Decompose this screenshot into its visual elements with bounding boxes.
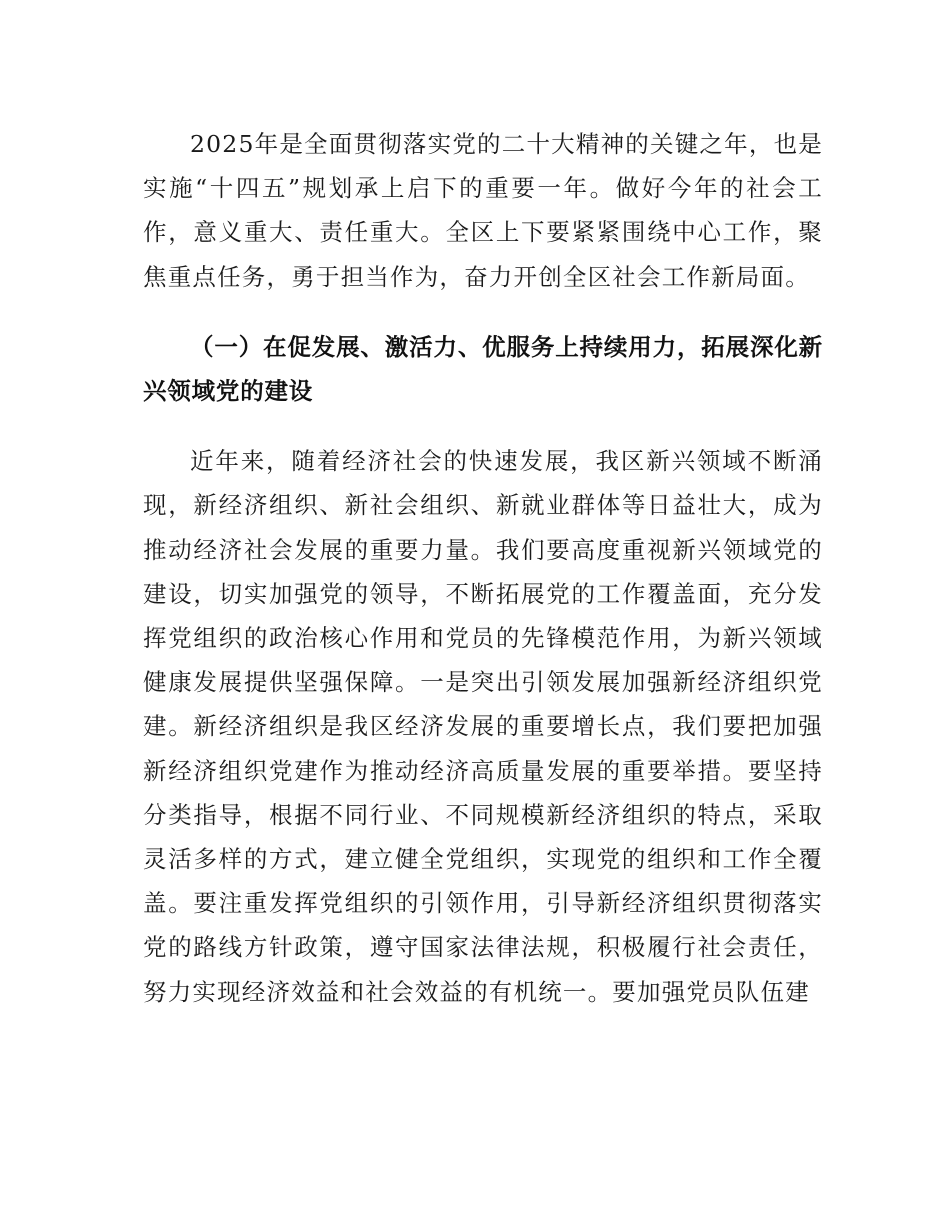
intro-paragraph: 2025年是全面贯彻落实党的二十大精神的关键之年，也是实施“十四五”规划承上启下的重要一年。做好今年的社会工作，意义重大、责任重大。全区上下要紧紧围绕中心工作，聚焦重点任务，勇于担当作为，奋力开创全区社会工作新局面。 xyxy=(143,130,823,291)
section-paragraph: 近年来，随着经济社会的快速发展，我区新兴领域不断涌现，新经济组织、新社会组织、新就业群体等日益壮大，成为推动经济社会发展的重要力量。我们要高度重视新兴领域党的建设，切实加强党的领导，不断拓展党的工作覆盖面，充分发挥党组织的政治核心作用和党员的先锋模范作用，为新兴领域健康发展提供坚强保障。一是突出引领发展加强新经济组织党建。新经济组织是我区经济发展的重要增长点，我们要把加强新经济组织党建作为推动经济高质量发展的重要举措。要坚持分类指导，根据不同行业、不同规模新经济组织的特点，采取灵活多样的方式，建立健全党组织，实现党的组织和工作全覆盖。要注重发挥党组织的引领作用，引导新经济组织贯彻落实党的路线方针政策，遵守国家法律法规，积极履行社会责任，努力实现经济效益和社会效益的有机统一。要加强党员队伍建 xyxy=(143,447,823,1006)
section-heading: （一）在促发展、激活力、优服务上持续用力，拓展深化新兴领域党的建设 xyxy=(143,332,823,406)
document-body xyxy=(143,122,823,1014)
